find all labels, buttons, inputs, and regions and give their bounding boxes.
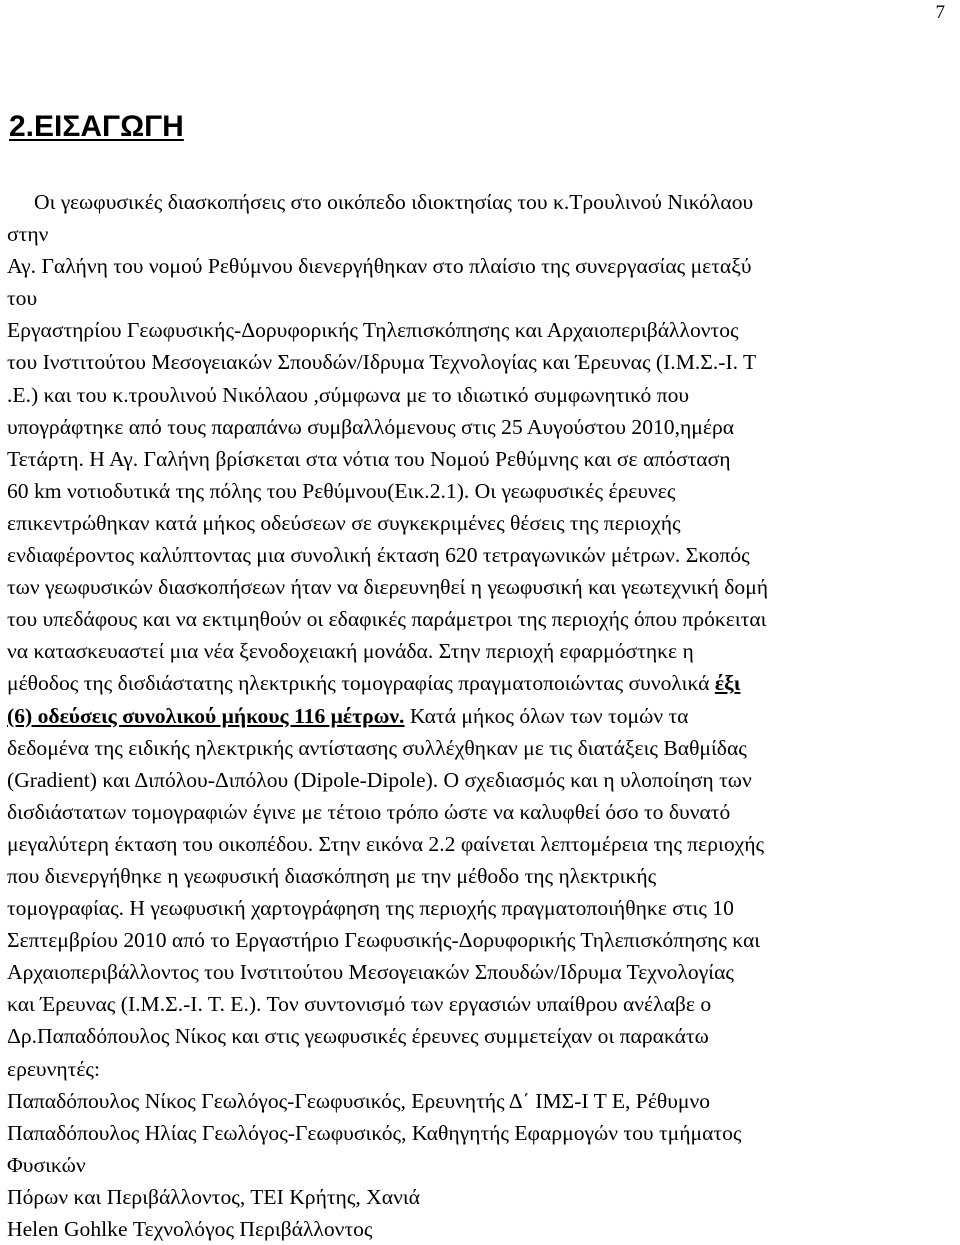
text-line: του Ινστιτούτου Μεσογειακών Σπουδών/Ιδρυμα Τεχνολογίας και Έρευνας (Ι.Μ.Σ.-Ι. Τ: [7, 350, 757, 375]
text-line: του: [7, 286, 38, 311]
text-run: Κατά μήκος όλων των τομών τα: [404, 703, 689, 728]
text-line: [7, 700, 947, 732]
text-line: των γεωφυσικών διασκοπήσεων ήταν να διερευνηθεί η γεωφυσική και γεωτεχνική δομή: [7, 575, 769, 600]
page-number: 7: [935, 2, 945, 23]
text-line: μεγαλύτερη έκταση του οικοπέδου. Στην εικόνα 2.2 φαίνεται λεπτομέρεια της περιοχής: [7, 831, 765, 856]
text-line: Παπαδόπουλος Νίκος Γεωλόγος-Γεωφυσικός, Ερευνητής Δ΄ ΙΜΣ-Ι Τ Ε, Ρέθυμνο: [7, 1088, 711, 1113]
text-line: τομογραφίας. Η γεωφυσική χαρτογράφηση της περιοχής πραγματοποιήθηκε στις 10: [7, 896, 734, 921]
text-run: μέθοδος της δισδιάστατης ηλεκτρικής τομογραφίας πραγματοποιώντας συνολικά: [7, 671, 715, 696]
text-line: να κατασκευαστεί μια νέα ξενοδοχειακή μονάδα. Στην περιοχή εφαρμόστηκε η: [7, 639, 694, 664]
text-line: Σεπτεμβρίου 2010 από το Εργαστήριο Γεωφυσικής-Δορυφορικής Τηλεπισκόπησης και: [7, 928, 761, 953]
text-line: ενδιαφέροντος καλύπτοντας μια συνολική έκταση 620 τετραγωνικών μέτρων. Σκοπός: [7, 543, 750, 568]
section-heading: 2.ΕΙΣΑΓΩΓΗ: [9, 110, 184, 143]
text-line: Helen Gohlke Τεχνολόγος Περιβάλλοντος: [7, 1217, 373, 1241]
text-line: ερευνητές:: [7, 1056, 100, 1081]
text-line: [7, 667, 947, 699]
text-line: Δρ.Παπαδόπουλος Νίκος και στις γεωφυσικές έρευνες συμμετείχαν οι παρακάτω: [7, 1024, 709, 1049]
text-line: Αγ. Γαλήνη του νομού Ρεθύμνου διενεργήθηκαν στο πλαίσιο της συνεργασίας μεταξύ: [7, 254, 752, 279]
text-line: Τετάρτη. Η Αγ. Γαλήνη βρίσκεται στα νότια του Νομού Ρεθύμνης και σε απόσταση: [7, 446, 731, 471]
text-line: 60 km νοτιοδυτικά της πόλης του Ρεθύμνου(Εικ.2.1). Οι γεωφυσικές έρευνες: [7, 478, 676, 503]
text-line: Αρχαιοπεριβάλλοντος του Ινστιτούτου Μεσογειακών Σπουδών/Ιδρυμα Τεχνολογίας: [7, 960, 734, 985]
text-line: Πόρων και Περιβάλλοντος, ΤΕΙ Κρήτης, Χανιά: [7, 1184, 420, 1209]
text-line: του υπεδάφους και να εκτιμηθούν οι εδαφικές παράμετροι της περιοχής όπου πρόκειται: [7, 607, 767, 632]
text-line: επικεντρώθηκαν κατά μήκος οδεύσεων σε συγκεκριμένες θέσεις της περιοχής: [7, 510, 681, 535]
text-line: Φυσικών: [7, 1152, 86, 1177]
text-line: (Gradient) και Διπόλου-Διπόλου (Dipole-Dipole). Ο σχεδιασμός και η υλοποίηση των: [7, 767, 752, 792]
emphasized-text: έξι: [714, 671, 741, 696]
text-line: υπογράφτηκε από τους παραπάνω συμβαλλόμενους στις 25 Αυγούστου 2010,ημέρα: [7, 414, 735, 439]
body-text: [7, 186, 947, 1245]
text-line: που διενεργήθηκε η γεωφυσική διασκόπηση με την μέθοδο της ηλεκτρικής: [7, 863, 657, 888]
text-line: Παπαδόπουλος Ηλίας Γεωλόγος-Γεωφυσικός, Καθηγητής Εφαρμογών του τμήματος: [7, 1120, 742, 1145]
text-line: και Έρευνας (Ι.Μ.Σ.-Ι. Τ. Ε.). Τον συντονισμό των εργασιών υπαίθρου ανέλαβε ο: [7, 992, 712, 1017]
text-line: δεδομένα της ειδικής ηλεκτρικής αντίστασης συλλέχθηκαν με τις διατάξεις Βαθμίδας: [7, 735, 747, 760]
text-line: Εργαστηρίου Γεωφυσικής-Δορυφορικής Τηλεπισκόπησης και Αρχαιοπεριβάλλοντος: [7, 318, 739, 343]
text-line: στην: [7, 222, 49, 247]
text-line: δισδιάστατων τομογραφιών έγινε με τέτοιο τρόπο ώστε να καλυφθεί όσο το δυνατό: [7, 799, 731, 824]
emphasized-text: (6) οδεύσεις συνολικού μήκους 116 μέτρων.: [7, 703, 405, 728]
text-line: Οι γεωφυσικές διασκοπήσεις στο οικόπεδο ιδιοκτησίας του κ.Τρουλινού Νικόλαου: [7, 190, 754, 214]
text-line: .Ε.) και του κ.τρουλινού Νικόλαου ,σύμφωνα με το ιδιωτικό συμφωνητικό που: [7, 382, 690, 407]
